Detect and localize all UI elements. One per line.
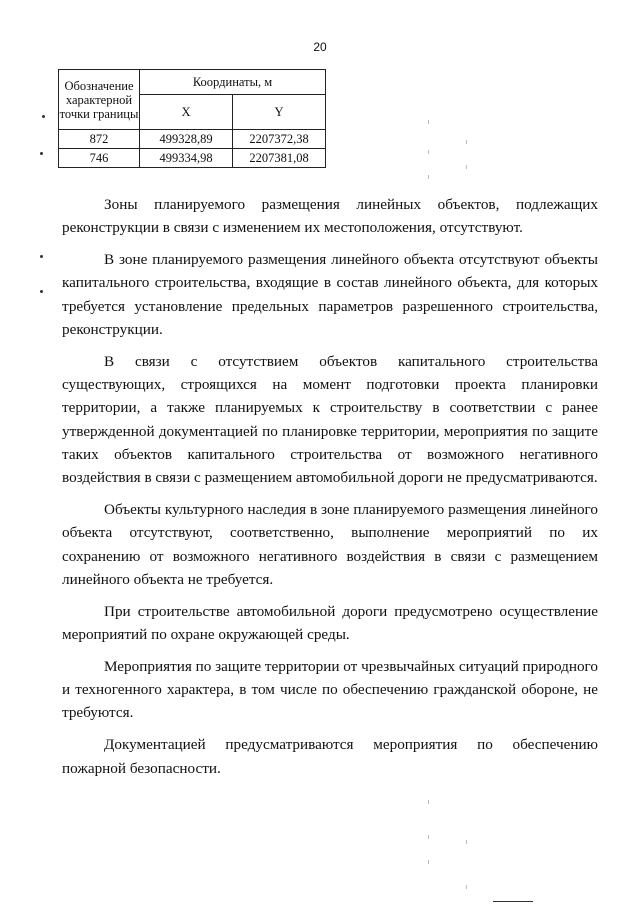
coordinates-table [58,69,326,168]
table-row [59,149,326,168]
table-header-point: Обозначение характерной точки границы [59,70,140,130]
scan-speck [428,800,429,804]
table-row [59,130,326,149]
paragraph: Документацией предусматриваются мероприятия по обеспечению пожарной безопасности. [62,736,598,777]
table-header-x: X [140,95,233,130]
table-cell-point: 872 [59,130,140,149]
table-header-y: Y [233,95,326,130]
scan-speck [466,140,467,144]
scan-speck [466,885,467,889]
table-cell-y: 2207381,08 [233,149,326,168]
table-cell-point: 746 [59,149,140,168]
paragraph: Зоны планируемого размещения линейных объектов, подлежащих реконструкции в связи с изменением их местоположения, отсутствуют. [62,196,598,237]
scan-speck [466,165,467,169]
scan-speck [428,120,429,124]
scan-speck [40,152,43,155]
paragraph: В зоне планируемого размещения линейного объекта отсутствуют объекты капитального строительства, входящие в состав линейного объекта, для которых требуется установление предельных параметров разрешенного строительства, реконструкции. [62,251,598,338]
paragraph: В связи с отсутствием объектов капитального строительства существующих, строящихся на момент подготовки проекта планировки территории, а также планируемых к строительству в соответствии с ранее утвержденной документацией по планировке территории, мероприятия по защите таких объектов капитального строительства от возможного негативного воздействия в связи с размещением автомобильной дороги не предусматриваются. [62,352,598,487]
table-header-coords: Координаты, м [140,70,326,95]
scan-speck [466,840,467,844]
body-text [62,193,598,788]
paragraph: Мероприятия по защите территории от чрезвычайных ситуаций природного и техногенного характера, в том числе по обеспечению гражданской обороне, не требуются. [62,657,598,722]
scan-speck [428,150,429,154]
scan-speck [428,835,429,839]
scan-speck [42,115,45,118]
bottom-rule [493,901,533,902]
scan-speck [40,290,43,293]
table-cell-x: 499334,98 [140,149,233,168]
page-number: 20 [313,40,327,54]
scan-speck [428,175,429,179]
table-cell-x: 499328,89 [140,130,233,149]
scan-speck [40,255,43,258]
scan-speck [428,860,429,864]
paragraph: Объекты культурного наследия в зоне планируемого размещения линейного объекта отсутствуют, соответственно, выполнение мероприятий по их сохранению от возможного негативного воздействия в связи с размещением линейного объекта не требуется. [62,501,598,588]
paragraph: При строительстве автомобильной дороги предусмотрено осуществление мероприятий по охране окружающей среды. [62,602,598,644]
table-cell-y: 2207372,38 [233,130,326,149]
